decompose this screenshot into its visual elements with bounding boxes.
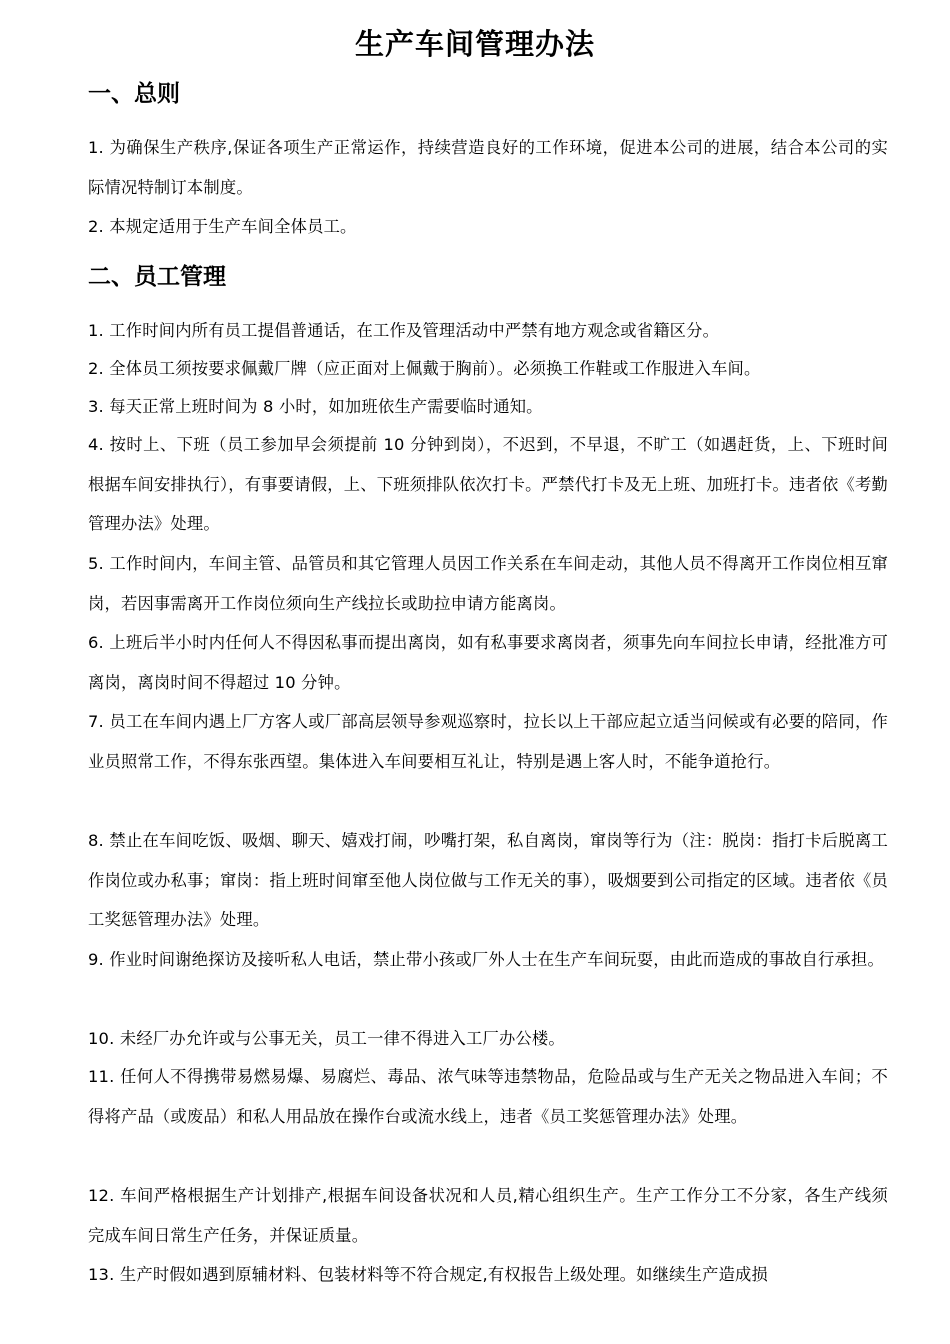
paragraph: 9. 作业时间谢绝探访及接听私人电话，禁止带小孩或厂外人士在生产车间玩耍，由此而造成的事故自行承担。 <box>88 950 884 969</box>
paragraph: 1. 为确保生产秩序,保证各项生产正常运作，持续营造良好的工作环境，促进本公司的进展，结合本公司的实际情况特制订本制度。 <box>88 138 888 197</box>
section-heading-staff-management: 二、员工管理 <box>88 264 226 290</box>
paragraph: 3. 每天正常上班时间为 8 小时，如加班依生产需要临时通知。 <box>88 397 543 416</box>
paragraph: 13. 生产时假如遇到原辅材料、包装材料等不符合规定,有权报告上级处理。如继续生产造成损 <box>88 1265 769 1284</box>
paragraph: 6. 上班后半小时内任何人不得因私事而提出离岗，如有私事要求离岗者，须事先向车间拉长申请，经批准方可离岗，离岗时间不得超过 10 分钟。 <box>88 633 888 692</box>
paragraph: 7. 员工在车间内遇上厂方客人或厂部高层领导参观巡察时，拉长以上干部应起立适当问候或有必要的陪同，作业员照常工作，不得东张西望。集体进入车间要相互礼让，特别是遇上客人时，不能争道抢行。 <box>88 712 888 771</box>
section-heading-general: 一、总则 <box>88 81 180 107</box>
paragraph: 1. 工作时间内所有员工提倡普通话，在工作及管理活动中严禁有地方观念或省籍区分。 <box>88 321 720 340</box>
paragraph: 5. 工作时间内，车间主管、品管员和其它管理人员因工作关系在车间走动，其他人员不得离开工作岗位相互窜岗，若因事需离开工作岗位须向生产线拉长或助拉申请方能离岗。 <box>88 554 888 613</box>
paragraph: 2. 本规定适用于生产车间全体员工。 <box>88 217 357 236</box>
paragraph: 4. 按时上、下班（员工参加早会须提前 10 分钟到岗），不迟到，不早退，不旷工（如遇赶货，上、下班时间根据车间安排执行），有事要请假，上、下班须排队依次打卡。严禁代打卡及无上班、加班打卡。违者依《考勤管理办法》处理。 <box>88 435 888 534</box>
paragraph: 10. 未经厂办允许或与公事无关，员工一律不得进入工厂办公楼。 <box>88 1029 565 1048</box>
paragraph: 11. 任何人不得携带易燃易爆、易腐烂、毒品、浓气味等违禁物品，危险品或与生产无关之物品进入车间；不得将产品（或废品）和私人用品放在操作台或流水线上，违者《员工奖惩管理办法》处理。 <box>88 1067 888 1126</box>
paragraph: 8. 禁止在车间吃饭、吸烟、聊天、嬉戏打闹，吵嘴打架，私自离岗，窜岗等行为（注：脱岗：指打卡后脱离工作岗位或办私事；窜岗：指上班时间窜至他人岗位做与工作无关的事），吸烟要到公司指定的区域。违者依《员工奖惩管理办法》处理。 <box>88 831 888 930</box>
paragraph: 12. 车间严格根据生产计划排产,根据车间设备状况和人员,精心组织生产。生产工作分工不分家，各生产线须完成车间日常生产任务，并保证质量。 <box>88 1186 888 1245</box>
document-title: 生产车间管理办法 <box>354 27 595 61</box>
paragraph: 2. 全体员工须按要求佩戴厂牌（应正面对上佩戴于胸前）。必须换工作鞋或工作服进入车间。 <box>88 359 761 378</box>
